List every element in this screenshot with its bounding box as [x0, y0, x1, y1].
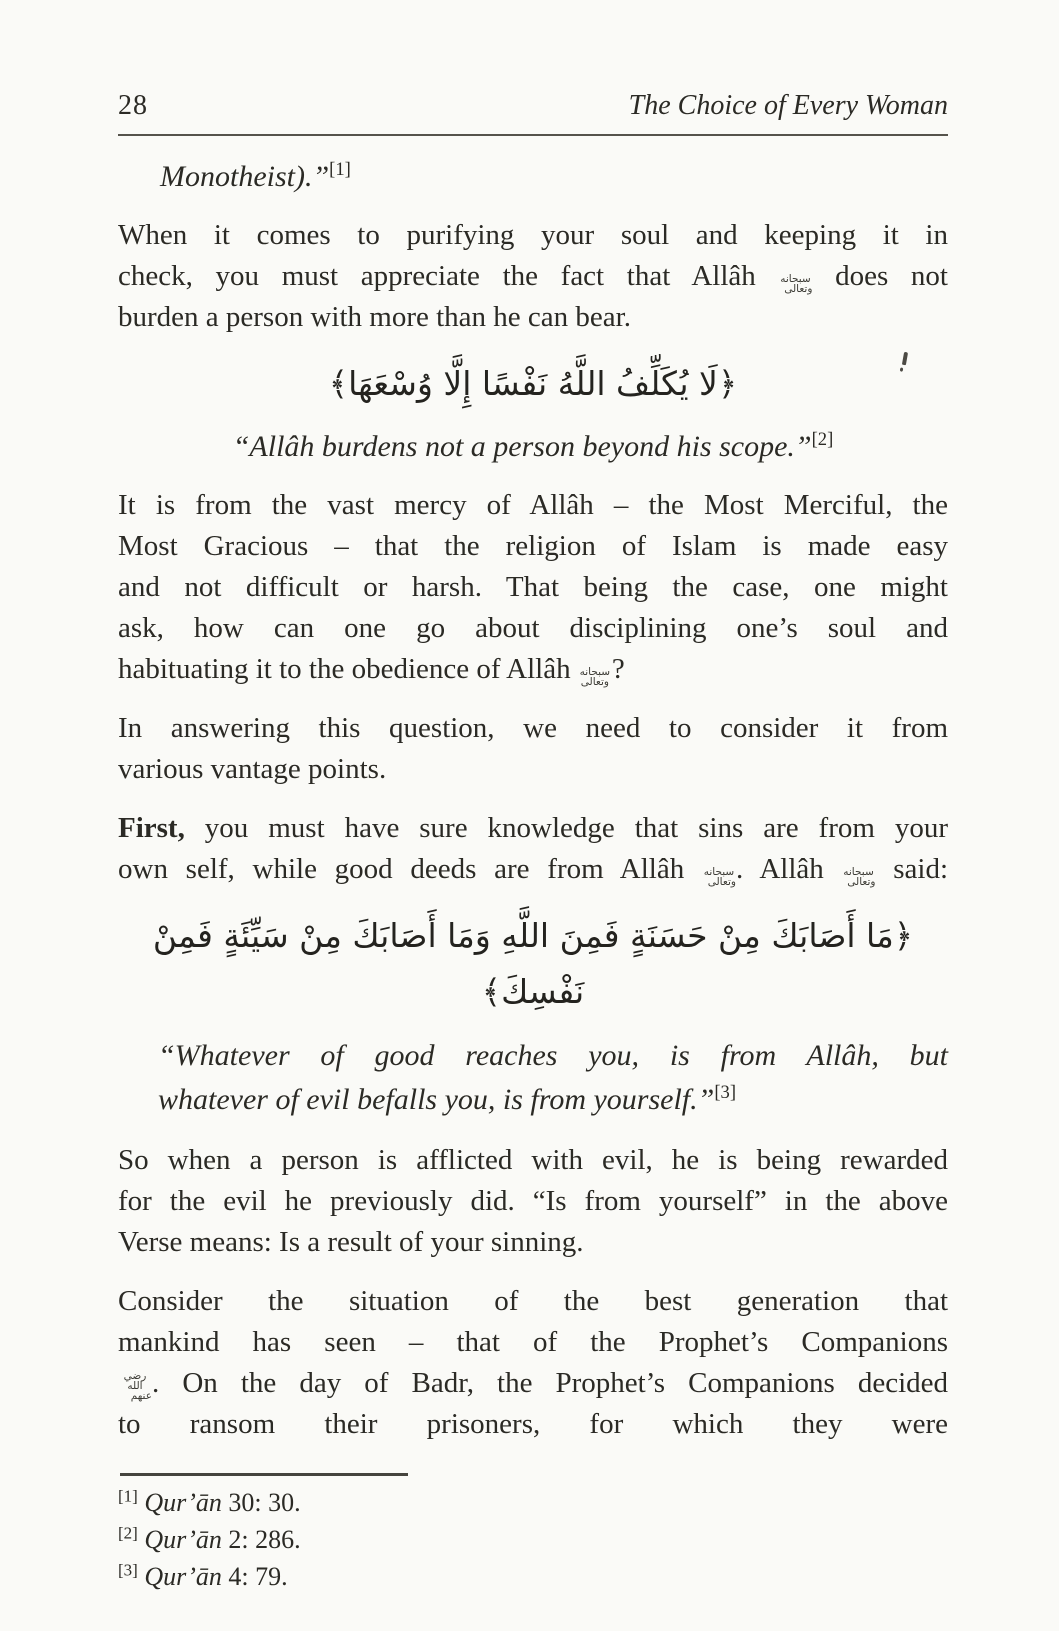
text-line	[118, 649, 948, 690]
footnote-item-3	[118, 1558, 948, 1595]
text-line: burden a person with more than he can bear.	[118, 301, 631, 333]
footnote-ref-3: [3]	[714, 1082, 737, 1103]
text-segment: said:	[893, 853, 949, 885]
paragraph-2	[118, 485, 948, 690]
footnote-source: Qur’ān	[144, 1488, 222, 1517]
text-line	[118, 808, 948, 849]
footnote-separator	[120, 1473, 408, 1476]
paragraph-5	[118, 1140, 948, 1263]
footnote-marker: [2]	[118, 1523, 138, 1543]
text-segment: check, you must appreciate the fact that Allâh	[118, 260, 756, 292]
text-line: mankind has seen – that of the Prophet’s Companions	[118, 1326, 948, 1358]
text-line	[118, 1363, 948, 1404]
text-line	[118, 849, 948, 890]
paragraph-3	[118, 708, 948, 790]
footnote-ref-1: [1]	[329, 159, 351, 180]
opening-line	[118, 156, 948, 197]
text-line	[118, 256, 948, 297]
verse-translation-2	[158, 1034, 948, 1122]
text-segment: ?	[611, 653, 625, 685]
footnote-reference: 30: 30.	[228, 1488, 301, 1517]
honorific-subhanahu-icon: سبحانه وتعالى	[579, 666, 611, 688]
honorific-subhanahu-icon: سبحانه وتعالى	[703, 866, 736, 888]
text-line: ask, how can one go about disciplining one’s soul and	[118, 612, 948, 644]
text-line	[158, 1078, 948, 1122]
text-segment: habituating it to the obedience of Allâh	[118, 653, 571, 685]
text-line: In answering this question, we need to consider it from	[118, 712, 948, 744]
text-line: Most Gracious – that the religion of Islam is made easy	[118, 530, 948, 562]
quran-verse-arabic-1: ﴿لَا يُكَلِّفُ اللَّهُ نَفْسًا إِلَّا وُسْعَهَا﴾	[328, 364, 738, 403]
footnote-ref-2: [2]	[811, 429, 834, 450]
text-segment: . Allâh	[735, 853, 824, 885]
text-segment: own self, while good deeds are from Allâh	[118, 853, 685, 885]
text-line: So when a person is afflicted with evil, he is being rewarded	[118, 1144, 948, 1176]
paragraph-6	[118, 1281, 948, 1445]
footnote-marker: [3]	[118, 1560, 138, 1580]
text-segment: . On the day of Badr, the Prophet’s Companions decided	[152, 1367, 948, 1399]
translation-text: “Allâh burdens not a person beyond his scope.”	[232, 430, 812, 463]
text-line: Consider the situation of the best generation that	[118, 1285, 948, 1317]
book-title: The Choice of Every Woman	[628, 90, 948, 121]
page-header	[118, 90, 948, 122]
footnotes	[118, 1484, 948, 1595]
text-line: When it comes to purifying your soul and keeping it in	[118, 219, 948, 251]
text-segment: does not	[835, 260, 948, 292]
text-line: to ransom their prisoners, for which they were	[118, 1408, 948, 1440]
header-rule	[118, 134, 948, 136]
footnote-marker: [1]	[118, 1486, 138, 1506]
text-segment: whatever of evil befalls you, is from yourself.”	[158, 1083, 715, 1116]
opening-text: Monotheist).”	[160, 160, 330, 193]
bold-lead-word: First,	[118, 812, 185, 844]
verse-translation-1	[118, 426, 948, 467]
footnote-item-2	[118, 1521, 948, 1558]
paragraph-1	[118, 215, 948, 338]
honorific-radiallahu-icon: رضي الله عنهم	[123, 1370, 152, 1402]
footnote-reference: 2: 286.	[228, 1525, 301, 1554]
text-line: for the evil he previously did. “Is from yourself” in the above	[118, 1185, 948, 1217]
paragraph-4	[118, 808, 948, 890]
text-line: Verse means: Is a result of your sinning.	[118, 1226, 584, 1258]
text-line: “Whatever of good reaches you, is from Allâh, but	[158, 1039, 948, 1072]
text-line: and not difficult or harsh. That being the case, one might	[118, 571, 948, 603]
page-number: 28	[118, 90, 148, 121]
footnote-source: Qur’ān	[144, 1525, 222, 1554]
text-line: It is from the vast mercy of Allâh – the Most Merciful, the	[118, 489, 948, 521]
footnote-source: Qur’ān	[144, 1562, 222, 1591]
text-line: various vantage points.	[118, 753, 387, 785]
text-segment: you must have sure knowledge that sins are from your	[204, 812, 949, 844]
footnote-item-1	[118, 1484, 948, 1521]
honorific-subhanahu-icon: سبحانه وتعالى	[843, 866, 876, 888]
honorific-subhanahu-icon: سبحانه وتعالى	[780, 273, 813, 295]
quran-verse-arabic-2: ﴿مَا أَصَابَكَ مِنْ حَسَنَةٍ فَمِنَ اللَّهِ وَمَا أَصَابَكَ مِنْ سَيِّئَةٍ فَمِنْ نَفْسِكَ﴾	[152, 916, 914, 1011]
footnote-reference: 4: 79.	[228, 1562, 288, 1591]
